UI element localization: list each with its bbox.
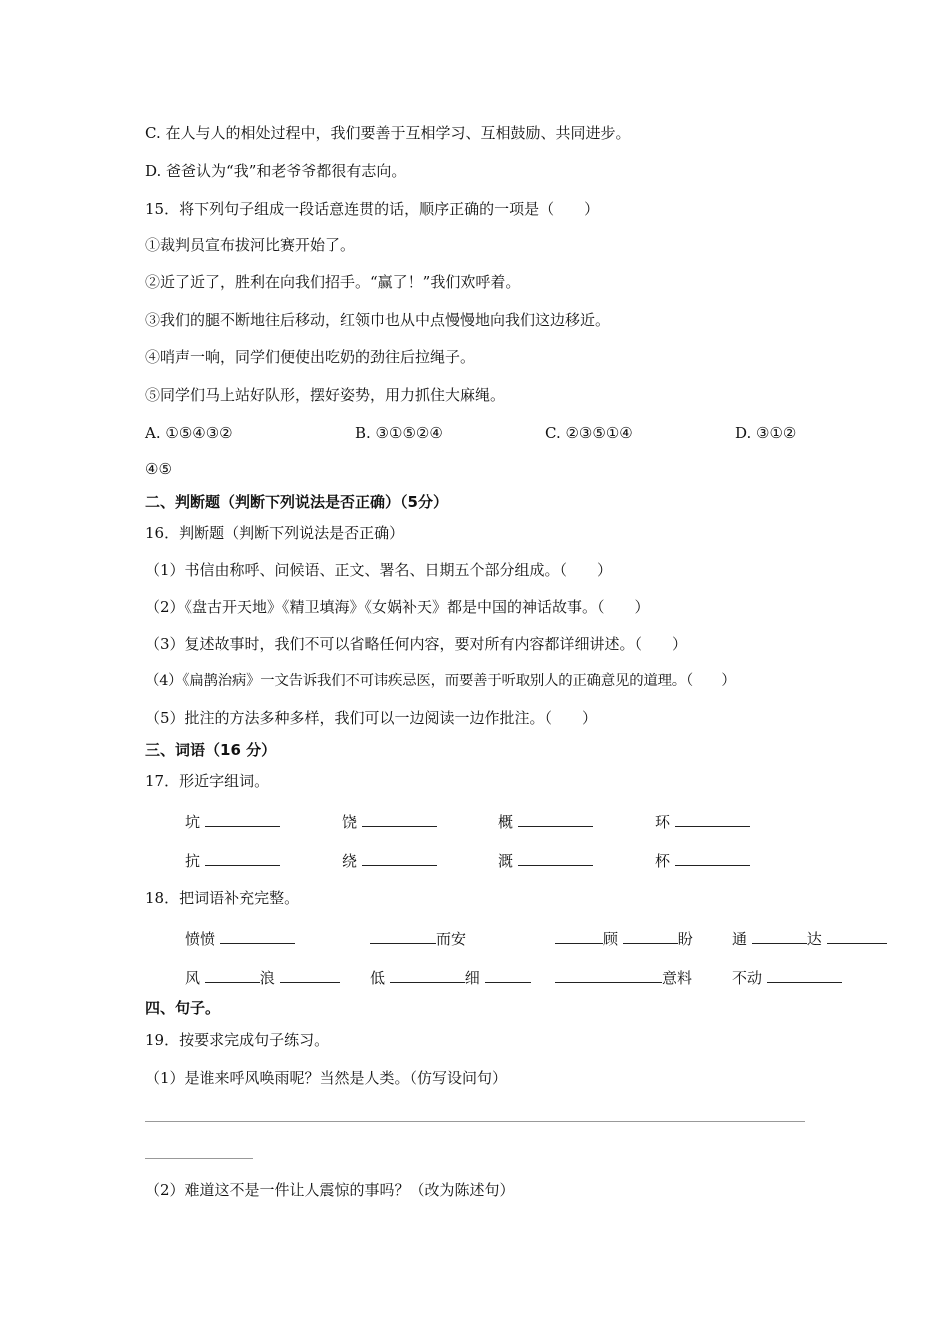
q17-char-keng: 坑 [185,810,280,832]
q18-stem: 18．把词语补充完整。 [145,889,300,907]
q17-stem: 17．形近字组词。 [145,772,270,790]
answer-blank[interactable] [485,966,531,983]
answer-blank[interactable] [205,966,260,983]
q18-idiom-3: 顾 盼 [555,927,693,949]
q17-char-bei: 杯 [655,849,750,871]
answer-blank[interactable] [555,966,662,983]
q18-idiom-1: 愤愤 [185,927,295,949]
answer-blank[interactable] [767,966,842,983]
section-4-heading: 四、句子。 [145,999,221,1017]
q18-idiom-2: 而安 [370,927,466,949]
answer-line[interactable] [145,1158,253,1159]
q17-char-kang: 抗 [185,849,280,871]
q19-item-1: （1）是谁来呼风唤雨呢？当然是人类。（仿写设问句） [145,1069,508,1087]
answer-blank[interactable] [623,927,678,944]
answer-blank[interactable] [220,927,295,944]
section-2-heading: 二、判断题（判断下列说法是否正确）（5分） [145,493,448,511]
q18-idiom-4: 通 达 [732,927,887,949]
q18-idiom-8: 不动 [732,966,842,988]
q15-option-d: D. ③①② [735,424,797,442]
answer-blank[interactable] [390,966,465,983]
section-3-heading: 三、词语（16 分） [145,741,277,759]
q14-option-c: C. 在人与人的相处过程中，我们要善于互相学习、互相鼓励、共同进步。 [145,124,631,142]
q15-option-b: B. ③①⑤②④ [355,424,443,442]
q17-char-gai: 概 [498,810,593,832]
answer-blank[interactable] [675,810,750,827]
answer-blank[interactable] [518,849,593,866]
q16-item-2: （2）《盘古开天地》《精卫填海》《女娲补天》都是中国的神话故事。（ ） [145,598,650,616]
q15-sentence-2: ②近了近了，胜利在向我们招手。“赢了！”我们欢呼着。 [145,273,521,291]
q16-stem: 16．判断题（判断下列说法是否正确） [145,524,405,542]
answer-line[interactable] [145,1121,805,1122]
answer-blank[interactable] [362,849,437,866]
q19-stem: 19．按要求完成句子练习。 [145,1031,330,1049]
q15-sentence-4: ④哨声一响，同学们便使出吃奶的劲往后拉绳子。 [145,348,476,366]
q15-option-d-wrap: ④⑤ [145,460,172,478]
q15-sentence-5: ⑤同学们马上站好队形，摆好姿势，用力抓住大麻绳。 [145,386,506,404]
q17-char-rao: 饶 [342,810,437,832]
q16-item-4: （4）《扁鹊治病》一文告诉我们不可讳疾忌医，而要善于听取别人的正确意见的道理。（ ） [145,673,736,689]
answer-blank[interactable] [752,927,807,944]
answer-blank[interactable] [555,927,603,944]
q15-option-a: A. ①⑤④③② [145,424,233,442]
q16-item-3: （3）复述故事时，我们不可以省略任何内容，要对所有内容都详细讲述。（ ） [145,635,688,653]
q19-item-2: （2）难道这不是一件让人震惊的事吗？（改为陈述句） [145,1181,515,1199]
q14-option-d: D. 爸爸认为“我”和老爷爷都很有志向。 [145,162,407,180]
q17-char-huan: 环 [655,810,750,832]
q15-sentence-1: ①裁判员宣布拔河比赛开始了。 [145,236,356,254]
q16-item-1: （1）书信由称呼、问候语、正文、署名、日期五个部分组成。（ ） [145,561,613,579]
answer-blank[interactable] [205,849,280,866]
q17-char-gai2: 溉 [498,849,593,871]
q17-char-rao2: 绕 [342,849,437,871]
answer-blank[interactable] [370,927,436,944]
answer-blank[interactable] [518,810,593,827]
answer-blank[interactable] [675,849,750,866]
q15-sentence-3: ③我们的腿不断地往后移动，红领巾也从中点慢慢地向我们这边移近。 [145,311,611,329]
answer-blank[interactable] [280,966,340,983]
answer-blank[interactable] [827,927,887,944]
q15-stem: 15．将下列句子组成一段话意连贯的话，顺序正确的一项是（ ） [145,200,600,218]
q15-option-c: C. ②③⑤①④ [545,424,633,442]
q18-idiom-7: 意料 [555,966,692,988]
answer-blank[interactable] [362,810,437,827]
answer-blank[interactable] [205,810,280,827]
q16-item-5: （5）批注的方法多种多样，我们可以一边阅读一边作批注。（ ） [145,709,598,727]
q18-idiom-6: 低 细 [370,966,531,988]
q18-idiom-5: 风 浪 [185,966,340,988]
